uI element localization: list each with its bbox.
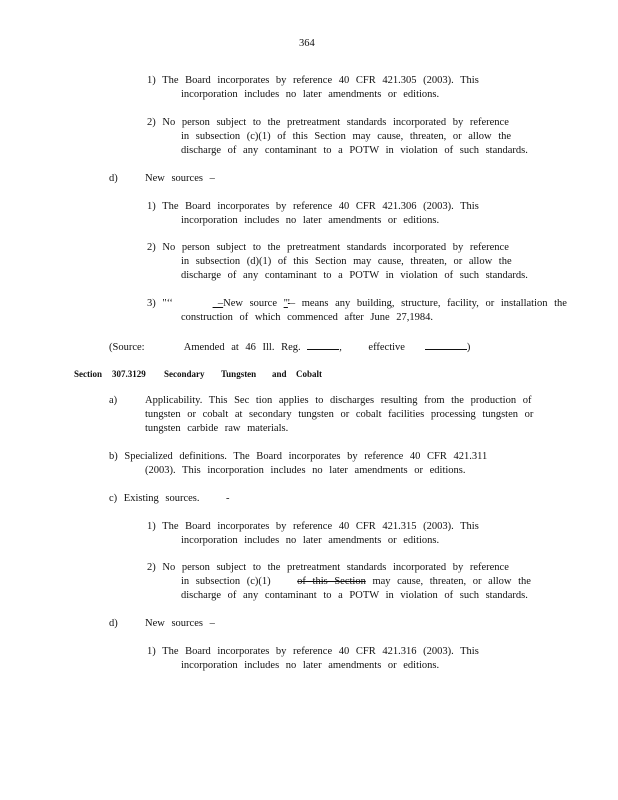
a-line-1: Applicability. This Sec tion applies to discharges resulting from the production of [145,395,532,406]
item-3-prefix: 3) "‘‘ [147,298,173,309]
struck-text: of this Section [297,576,366,587]
item-2-line-3: discharge of any contaminant to a POTW in violation of such standards. [181,145,528,156]
item-3-rest: – means any building, structure, facility, or installation the [289,298,567,309]
section-label: Section [74,369,102,379]
subsection-d2-label: d) [109,618,118,629]
d-item-3-line-2: construction of which commenced after June 27,1984. [181,312,434,323]
subsection-d-label: d) [109,173,118,184]
item-2-line-1: 2) No person subject to the pretreatment standards incorporated by reference [147,117,509,128]
b-line-1: b) Specialized definitions. The Board incorporates by reference 40 CFR 421.311 [109,451,488,462]
section-title-word-1: Secondary [164,369,205,379]
subsection-c-dash: - [226,493,230,504]
d-item-2-line-2: in subsection (d)(1) of this Section may cause, threaten, or allow the [181,256,512,267]
item-1-line-1: 1) The Board incorporates by reference 40 CFR 421.305 (2003). This [147,75,479,86]
source-note [109,339,470,355]
c-item-2-line-2b: may cause, threaten, or allow the [372,576,531,587]
item-3-text: New source [223,298,284,309]
item-3-mark-2: " [283,298,288,309]
item-3-mark-3: ' [287,298,290,309]
c-item-2-line-3: discharge of any contaminant to a POTW in violation of such standards. [181,590,528,601]
page-number: 364 [299,38,315,49]
d-item-1-line-2: incorporation includes no later amendments or editions. [181,215,440,226]
section-title-word-2: Tungsten [221,369,257,379]
section-title-word-3: and [272,369,287,379]
d-item-2-line-3: discharge of any contaminant to a POTW in violation of such standards. [181,270,528,281]
d-item-1-line-1: 1) The Board incorporates by reference 40 CFR 421.306 (2003). This [147,201,479,212]
section-number: 307.3129 [112,369,146,379]
subsection-d2-title: New sources – [145,618,215,629]
subsection-a-label: a) [109,395,118,406]
subsection-d-title: New sources – [145,173,215,184]
c-item-1-line-2: incorporation includes no later amendments or editions. [181,535,440,546]
source-close: ) [466,342,471,353]
d2-item-1-line-1: 1) The Board incorporates by reference 40 CFR 421.316 (2003). This [147,646,479,657]
d-item-2-line-1: 2) No person subject to the pretreatment standards incorporated by reference [147,242,509,253]
section-title-word-4: Cobalt [296,369,323,379]
source-effective: effective [368,342,405,353]
c-item-1-line-1: 1) The Board incorporates by reference 40 CFR 421.315 (2003). This [147,521,479,532]
item-2-line-2: in subsection (c)(1) of this Section may cause, threaten, or allow the [181,131,512,142]
source-label: (Source: [109,342,145,353]
c-item-2-line-1: 2) No person subject to the pretreatment standards incorporated by reference [147,562,509,573]
a-line-2: tungsten or cobalt at secondary tungsten or cobalt facilities processing tungsten or [145,409,534,420]
item-3-mark-1: _– [212,298,224,309]
d2-item-1-line-2: incorporation includes no later amendments or editions. [181,660,440,671]
c-item-2-line-2 [181,575,531,589]
register-blank [307,339,339,350]
b-line-2: (2003). This incorporation includes no later amendments or editions. [145,465,466,476]
source-amended: Amended at 46 Ill. Reg. [183,342,301,353]
a-line-3: tungsten carbide raw materials. [145,423,289,434]
c-item-2-line-2a: in subsection (c)(1) [181,576,271,587]
source-comma: , [339,342,342,353]
effective-blank [425,339,467,350]
subsection-c-title: c) Existing sources. [109,493,200,504]
d-item-3-line-1 [147,297,567,311]
item-1-line-2: incorporation includes no later amendments or editions. [181,89,440,100]
